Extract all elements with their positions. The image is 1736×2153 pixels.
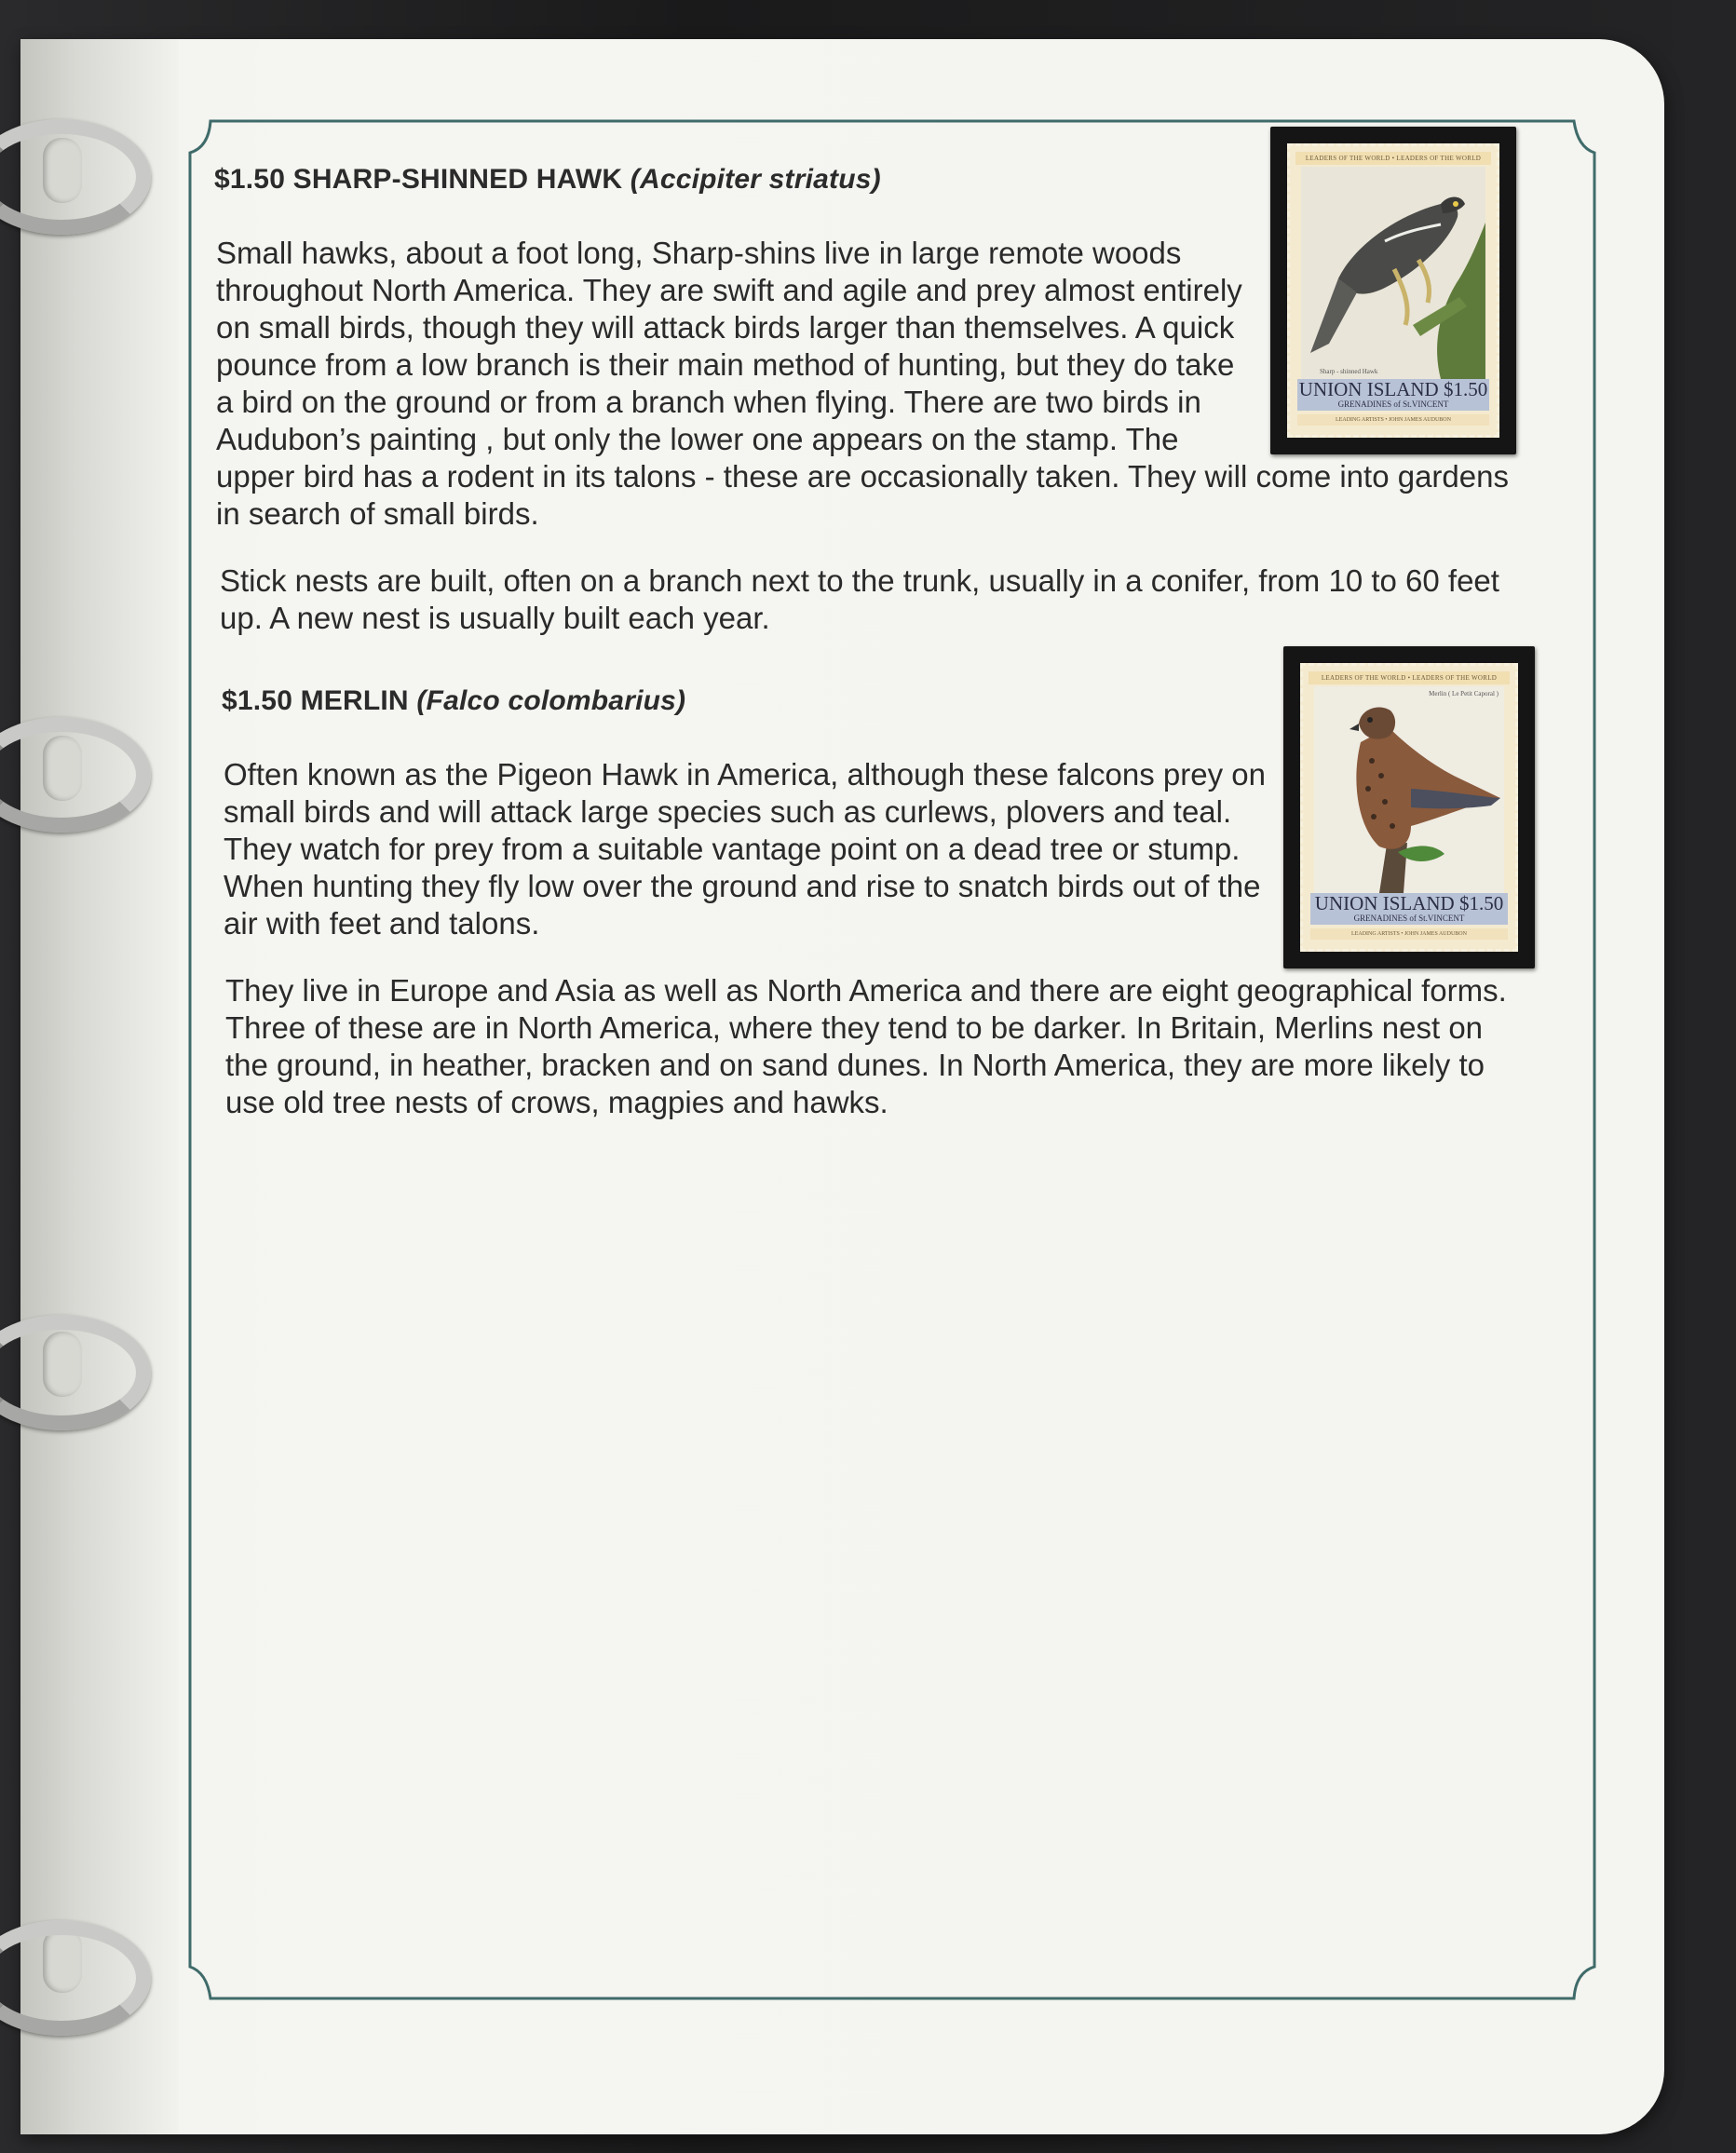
- stamp-top-band: LEADERS OF THE WORLD • LEADERS OF THE WORLD: [1309, 671, 1510, 684]
- stamp-caption: Sharp - shinned Hawk: [1320, 368, 1378, 375]
- hawk-stamp-mount: [1270, 127, 1516, 454]
- merlin-stamp-mount: [1283, 646, 1535, 968]
- text-line: air with feet and talons.: [224, 906, 540, 941]
- stamp-top-band: LEADERS OF THE WORLD • LEADERS OF THE WORLD: [1295, 152, 1491, 165]
- merlin-paragraph-1: [224, 756, 1295, 942]
- stamp-bottom-band: LEADING ARTISTS • JOHN JAMES AUDUBON: [1310, 928, 1508, 940]
- merlin-heading-latin: (Falco colombarius): [416, 685, 686, 716]
- hawk-heading: [214, 164, 881, 196]
- hawk-heading-value: $1.50 SHARP-SHINNED HAWK: [214, 164, 623, 195]
- stamp-country: UNION ISLAND: [1298, 379, 1439, 400]
- merlin-paragraph-2: [225, 972, 1566, 1121]
- text-line: They live in Europe and Asia as well as North America and there are eight geographical forms.: [225, 973, 1507, 1008]
- stamp-sub-country: GRENADINES of St.VINCENT: [1353, 914, 1465, 923]
- text-line: on small birds, though they will attack birds larger than themselves. A quick: [216, 310, 1235, 345]
- stamp-name-bar: [1297, 379, 1489, 411]
- stamp-name-bar: [1310, 893, 1508, 925]
- stamp-bottom-band: LEADING ARTISTS • JOHN JAMES AUDUBON: [1297, 414, 1489, 426]
- hawk-heading-latin: (Accipiter striatus): [630, 164, 881, 195]
- merlin-heading: [222, 685, 685, 717]
- stamp-country: UNION ISLAND: [1314, 893, 1455, 914]
- text-line: throughout North America. They are swift and agile and prey almost entirely: [216, 273, 1242, 307]
- text-line: small birds and will attack large species such as curlews, plovers and teal.: [224, 794, 1232, 829]
- stamp-country-value: [1310, 893, 1508, 914]
- text-line: They watch for prey from a suitable vantage point on a dead tree or stump.: [224, 832, 1241, 866]
- merlin-illustration: [1314, 686, 1504, 893]
- stamp-caption: Merlin ( Le Petit Caporal ): [1429, 690, 1499, 697]
- stamp-value: $1.50: [1458, 893, 1504, 914]
- text-line: Stick nests are built, often on a branch next to the trunk, usually in a conifer, from 10 to 60 feet: [220, 563, 1499, 598]
- text-line: upper bird has a rodent in its talons - these are occasionally taken. They will come into gardens: [216, 459, 1509, 494]
- text-line: Often known as the Pigeon Hawk in America, although these falcons prey on: [224, 757, 1266, 792]
- text-line: the ground, in heather, bracken and on sand dunes. In North America, they are more likely to: [225, 1048, 1485, 1082]
- stamp-sub-country: GRENADINES of St.VINCENT: [1337, 399, 1449, 409]
- text-line: Audubon’s painting , but only the lower one appears on the stamp. The: [216, 422, 1179, 456]
- text-line: Small hawks, about a foot long, Sharp-shins live in large remote woods: [216, 236, 1182, 270]
- text-line: in search of small birds.: [216, 496, 539, 531]
- sharp-shinned-hawk-illustration: [1301, 167, 1485, 379]
- stamp-country-value: [1297, 379, 1489, 399]
- text-line: up. A new nest is usually built each year.: [220, 601, 770, 635]
- hawk-paragraph-2: [220, 562, 1561, 637]
- merlin-stamp-artwork: [1314, 686, 1504, 893]
- text-line: Three of these are in North America, where they tend to be darker. In Britain, Merlins nest on: [225, 1010, 1484, 1045]
- merlin-heading-value: $1.50 MERLIN: [222, 685, 409, 716]
- merlin-stamp: [1300, 663, 1518, 952]
- stamp-value: $1.50: [1443, 379, 1488, 400]
- text-line: use old tree nests of crows, magpies and hawks.: [225, 1085, 888, 1119]
- text-line: pounce from a low branch is their main method of hunting, but they do take: [216, 347, 1235, 382]
- text-line: a bird on the ground or from a branch when flying. There are two birds in: [216, 385, 1201, 419]
- hawk-stamp: [1287, 143, 1499, 438]
- hawk-stamp-artwork: [1301, 167, 1485, 379]
- text-line: When hunting they fly low over the ground and rise to snatch birds out of the: [224, 869, 1261, 903]
